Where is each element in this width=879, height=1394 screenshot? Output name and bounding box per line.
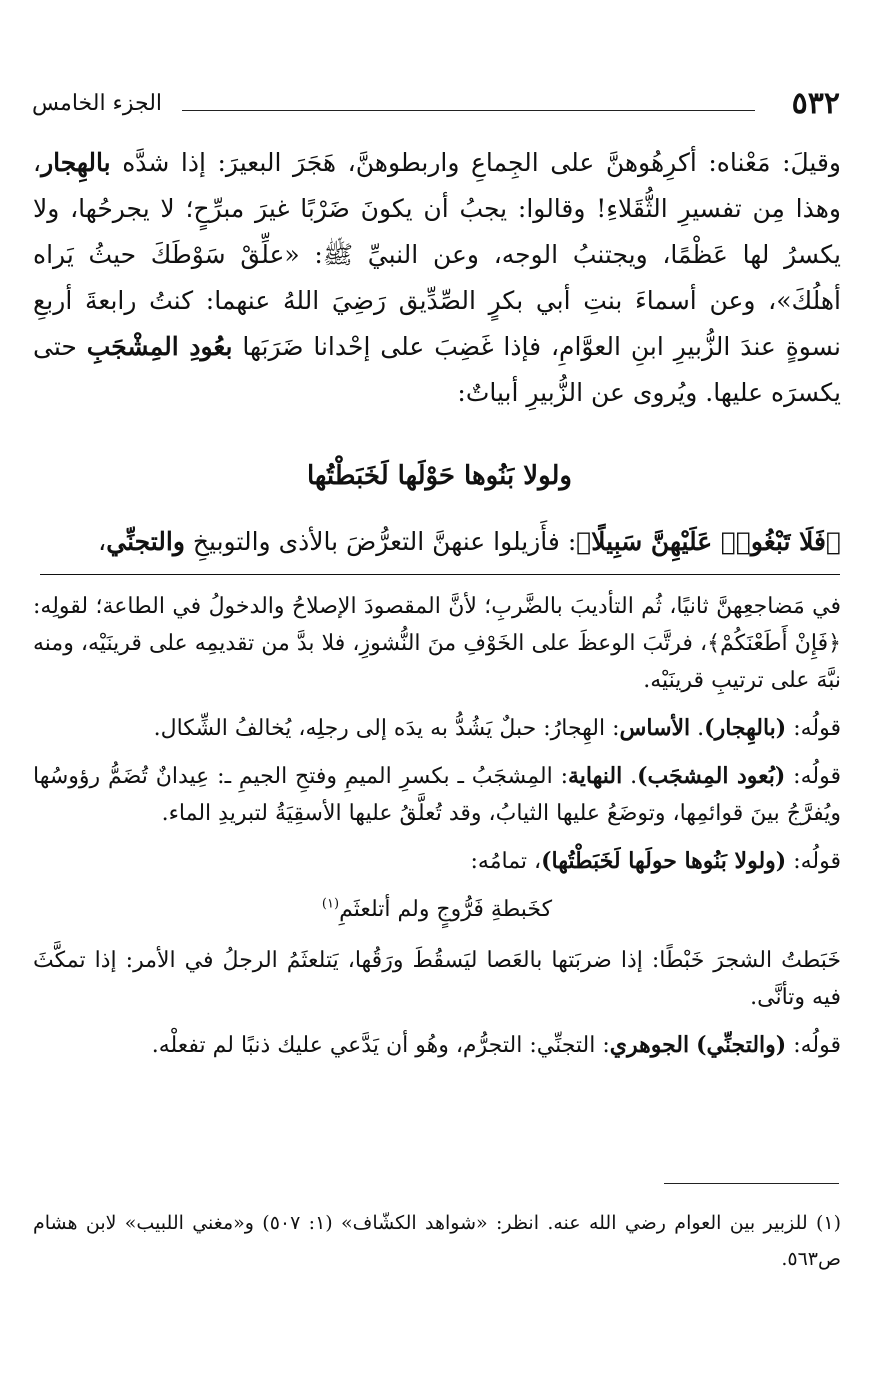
section-divider [40, 574, 840, 575]
source-name: الأساس [619, 715, 691, 741]
text-span: قولُه: [786, 1033, 841, 1058]
page-header [32, 84, 840, 124]
poem-text: كخَبطةِ فَرُّوجٍ ولم أتلعثَمِ [339, 897, 553, 922]
bold-term: (بُعود المِشجَب) [637, 763, 786, 789]
commentary-paragraph: خَبَطتُ الشجرَ خَبْطًا: إذا ضربَتها بالعَصا ليَسقُطَ ورَقُها، يَتلعثَمُ الرجلُ في الأمر: إذا تمكَّثَ فيه وتأنَّى. [33, 948, 841, 1010]
text-span: : التجنِّي: التجرُّم، وهُو أن يَدَّعي عليك ذنبًا لم تفعلْه. [151, 1033, 610, 1058]
commentary-paragraph [33, 758, 841, 832]
main-text-span: وقيلَ: مَعْناه: أكرِهُوهنَّ على الجِماعِ واربطوهنَّ، هَجَرَ البعيرَ: إذا شدَّه [110, 148, 841, 177]
poetry-verse: ولولا بَنُوها حَوْلَها لَخَبَطْتُها [306, 461, 572, 491]
header-rule [182, 110, 755, 111]
commentary-section [33, 588, 841, 1075]
commentary-paragraph [33, 1027, 841, 1064]
main-text [33, 140, 841, 416]
commentary-paragraph [33, 843, 841, 880]
quran-explanation: : فأَزيلوا عنهنَّ التعرُّضَ بالأذى والتوبيخِ [184, 527, 577, 556]
text-span: قولُه: [786, 849, 841, 874]
bold-term: (بالهِجار) [704, 715, 787, 741]
footnote-marker[interactable]: (١) [321, 896, 340, 912]
ornate-brace-open: ﴿ [825, 527, 841, 556]
text-span: قولُه: [786, 716, 841, 741]
bold-term: (والتجنِّي) [696, 1032, 787, 1058]
source-name: النهاية [568, 763, 623, 789]
quran-quote-line [33, 516, 841, 568]
commentary-paragraph [33, 710, 841, 747]
volume-title: الجزء الخامس [32, 91, 163, 116]
commentary-paragraph: في مَضاجعِهنَّ ثانيًا، ثُم التأديبَ بالضَّربِ؛ لأنَّ المقصودَ الإصلاحُ والدخولُ في الطاعة؛ لقولِه: ﴿فَإِنْ أَطَعْنَكُمْ﴾، فرتَّبَ الوعظَ على الخَوْفِ منَ النُّشوزِ، فلا بدَّ من تقديمِه على قرينَيْه، ومنه نبَّهَ على ترتيبِ قرينَيْه. [33, 594, 841, 693]
footnote: (١) للزبير بين العوام رضي الله عنه. انظر: «شواهد الكشّاف» (١: ٥٠٧) و«مغني اللبيب» لابن هشام ص٥٦٣. [33, 1212, 842, 1270]
bold-term: بالهِجار [41, 148, 111, 177]
main-paragraph [33, 140, 841, 416]
quran-ayah: فَلَا تَبْغُوا۟ عَلَيْهِنَّ سَبِيلًا [591, 527, 826, 556]
text-span: : المِشجَبُ ـ بكسرِ الميمِ وفتحِ الجيمِ ـ: عِيدانٌ تُضَمُّ رؤوسُها ويُفرَّجُ بينَ قوائمِها، وتوضَعُ عليها الثيابُ، وقد تُعلَّقُ عليها الأسقِيَةُ لتبريدِ الماء. [33, 764, 841, 826]
text-span: . [622, 764, 638, 789]
page-number: ٥٣٢ [791, 86, 840, 121]
source-name: الجوهري [609, 1032, 690, 1058]
ornate-brace-close: ﴾ [576, 527, 592, 556]
footnote-divider [664, 1183, 839, 1184]
bold-term: بعُودِ المِشْجَبِ [86, 332, 233, 361]
poem-line [33, 891, 841, 928]
text-span: قولُه: [785, 764, 841, 789]
main-text-span: حتى يكسرَه عليها. ويُروى عن الزُّبيرِ أبياتٌ: [33, 332, 841, 407]
text-span: : الهِجارُ: حبلٌ يَشُدُّ به يدَه إلى رجلِه، يُخالفُ الشِّكال. [153, 716, 620, 741]
text-span: . [690, 716, 705, 741]
bold-term: والتجنِّي [106, 527, 185, 556]
main-text-span: ، وهذا مِن تفسيرِ الثُّقَلاءِ! وقالوا: يجبُ أن يكونَ ضَرْبًا غيرَ مبرِّحٍ؛ لا يجرحُها، ولا يكسرُ لها عَظْمًا، ويجتنبُ الوجه، وعن النبيِّ ﷺ: «علِّقْ سَوْطَكَ حيثُ يَراه أهلُكَ»، وعن أسماءَ بنتِ أبي بكرٍ الصِّدِّيق رَضِيَ اللهُ عنهما: كنتُ رابعةَ أربعِ نسوةٍ عندَ الزُّبيرِ ابنِ العوَّامِ، فإذا غَضِبَ على إحْدانا ضَرَبَها [33, 148, 841, 361]
bold-term: (ولولا بَنُوها حولَها لَخَبَطْتُها) [541, 848, 787, 874]
text-span: ، تمامُه: [470, 849, 542, 874]
comma: ، [98, 527, 107, 556]
